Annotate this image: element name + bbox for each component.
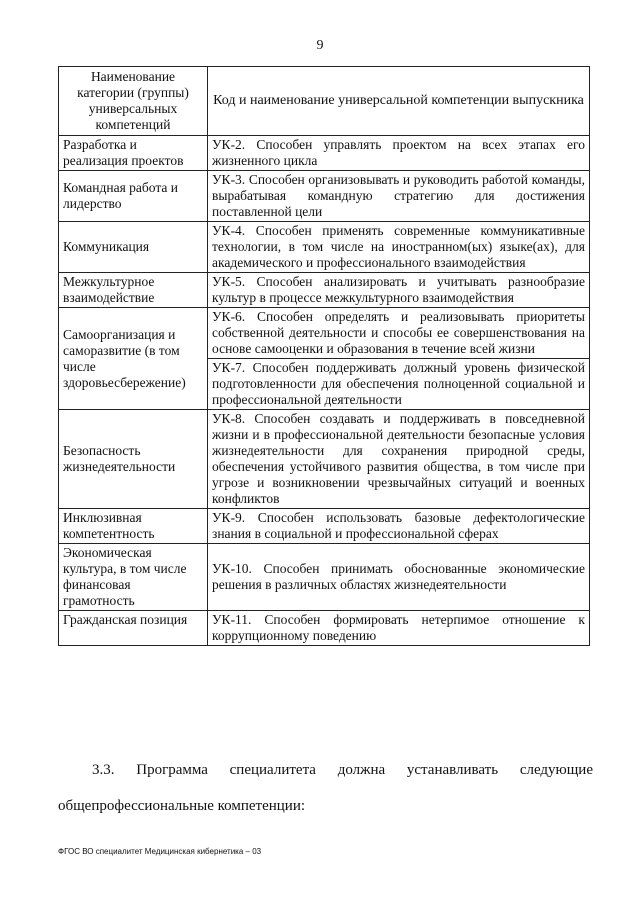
category-cell: Гражданская позиция	[59, 611, 208, 646]
competence-cell: УК-11. Способен формировать нетерпимое отношение к коррупционному поведению	[208, 611, 590, 646]
competence-cell: УК-4. Способен применять современные коммуникативные технологии, в том числе на иностранном(ых) языке(ах), для академического и профессионального взаимодействия	[208, 222, 590, 273]
category-cell: Межкультурное взаимодействие	[59, 273, 208, 308]
header-category: Наименование категории (группы) универсальных компетенций	[59, 67, 208, 136]
competence-cell: УК-7. Способен поддерживать должный уровень физической подготовленности для обеспечения полноценной социальной и профессиональной деятельности	[208, 359, 590, 410]
category-cell: Коммуникация	[59, 222, 208, 273]
competence-cell: УК-2. Способен управлять проектом на всех этапах его жизненного цикла	[208, 136, 590, 171]
competence-cell: УК-9. Способен использовать базовые дефектологические знания в социальной и профессиональной сферах	[208, 509, 590, 544]
table-row	[59, 611, 590, 646]
category-cell: Экономическая культура, в том числе финансовая грамотность	[59, 544, 208, 611]
table-header-row	[59, 67, 590, 136]
page-number: 9	[316, 38, 324, 53]
table-row	[59, 171, 590, 222]
table-row	[59, 308, 590, 359]
category-cell: Инклюзивная компетентность	[59, 509, 208, 544]
section-paragraph: 3.3. Программа специалитета должна устанавливать следующие общепрофессиональные компетенции:	[58, 762, 593, 814]
competence-cell: УК-10. Способен принимать обоснованные экономические решения в различных областях жизнедеятельности	[208, 544, 590, 611]
competence-cell: УК-3. Способен организовывать и руководить работой команды, вырабатывая командную стратегию для достижения поставленной цели	[208, 171, 590, 222]
category-cell: Разработка и реализация проектов	[59, 136, 208, 171]
footer-text: ФГОС ВО специалитет Медицинская кибернетика – 03	[58, 847, 262, 856]
competence-cell: УК-5. Способен анализировать и учитывать разнообразие культур в процессе межкультурного взаимодействия	[208, 273, 590, 308]
table-row	[59, 222, 590, 273]
table-row	[59, 509, 590, 544]
competence-cell: УК-8. Способен создавать и поддерживать в повседневной жизни и в профессиональной деятельности безопасные условия жизнедеятельности для сохранения природной среды, обеспечения устойчивого развития общества, в том числе при угрозе и возникновении чрезвычайных ситуаций и военных конфликтов	[208, 410, 590, 509]
competence-table	[58, 66, 590, 646]
table-row	[59, 544, 590, 611]
header-competence: Код и наименование универсальной компетенции выпускника	[208, 67, 590, 136]
competence-cell: УК-6. Способен определять и реализовывать приоритеты собственной деятельности и способы ее совершенствования на основе самооценки и образования в течение всей жизни	[208, 308, 590, 359]
category-cell: Командная работа и лидерство	[59, 171, 208, 222]
table-row	[59, 273, 590, 308]
category-cell: Безопасность жизнедеятельности	[59, 410, 208, 509]
table-row	[59, 410, 590, 509]
table-row	[59, 136, 590, 171]
category-cell: Самоорганизация и саморазвитие (в том числе здоровьесбережение)	[59, 308, 208, 410]
